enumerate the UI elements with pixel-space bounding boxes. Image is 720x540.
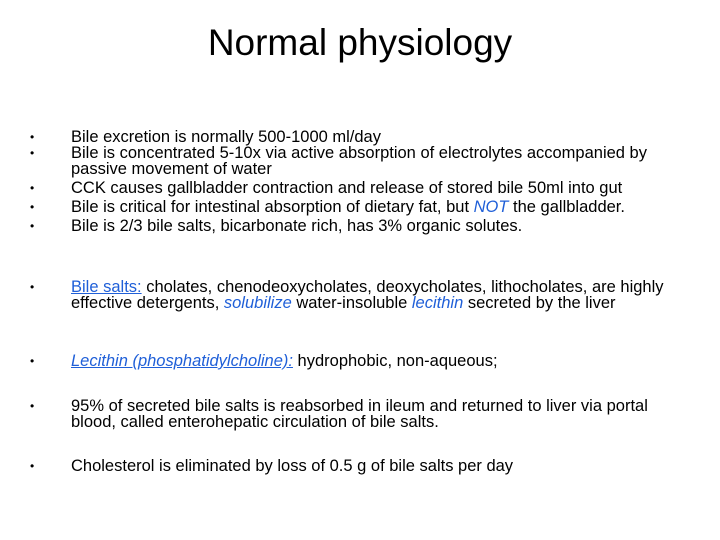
bullet-icon: •	[30, 219, 35, 233]
bullet-text: Bile salts: cholates, chenodeoxycholates, deoxycholates, lithocholates, are highly effective detergents, solubilize water-insoluble lecithin secreted by the liver	[71, 278, 664, 312]
bullet-icon: •	[30, 181, 35, 195]
emphasis-not: NOT	[473, 198, 509, 216]
bullet-list-bile-salts	[30, 279, 690, 311]
list-item	[30, 353, 690, 369]
bullet-list-lecithin	[30, 353, 690, 369]
list-item	[30, 279, 690, 311]
term-lecithin: Lecithin (phosphatidylcholine):	[71, 352, 293, 370]
bullet-list-cholesterol	[30, 458, 690, 474]
bullet-text: 95% of secreted bile salts is reabsorbed in ileum and returned to liver via portal blood, called enterohepatic circulation of bile salts.	[71, 397, 648, 431]
bullet-icon: •	[30, 354, 35, 368]
term-bile-salts: Bile salts:	[71, 278, 142, 296]
list-item	[30, 199, 690, 215]
bullet-icon: •	[30, 459, 35, 473]
bullet-icon: •	[30, 399, 35, 413]
bullet-text: Bile is 2/3 bile salts, bicarbonate rich, has 3% organic solutes.	[71, 217, 523, 235]
list-item	[30, 458, 690, 474]
emphasis-solubilize: solubilize	[223, 294, 292, 312]
bullet-icon: •	[30, 200, 35, 214]
bullet-text: Bile is concentrated 5-10x via active absorption of electrolytes accompanied by passive movement of water	[71, 144, 647, 178]
bullet-icon: •	[30, 130, 35, 144]
list-item	[30, 129, 690, 145]
list-item	[30, 398, 690, 430]
bullet-text: CCK causes gallbladder contraction and release of stored bile 50ml into gut	[71, 179, 623, 197]
bullet-icon: •	[30, 146, 35, 160]
bullet-text: Cholesterol is eliminated by loss of 0.5 g of bile salts per day	[71, 457, 514, 475]
list-item	[30, 180, 690, 196]
bullet-text: Bile excretion is normally 500-1000 ml/day	[71, 128, 381, 146]
bullet-icon: •	[30, 280, 35, 294]
list-item	[30, 218, 690, 234]
bullet-text: Lecithin (phosphatidylcholine): hydrophobic, non-aqueous;	[71, 352, 498, 370]
bullet-list-reabsorption	[30, 398, 690, 430]
slide-title: Normal physiology	[207, 22, 513, 63]
emphasis-lecithin: lecithin	[411, 294, 464, 312]
bullet-text: Bile is critical for intestinal absorption of dietary fat, but NOT the gallbladder.	[71, 198, 625, 216]
bullet-list	[30, 129, 690, 234]
list-item	[30, 145, 690, 177]
